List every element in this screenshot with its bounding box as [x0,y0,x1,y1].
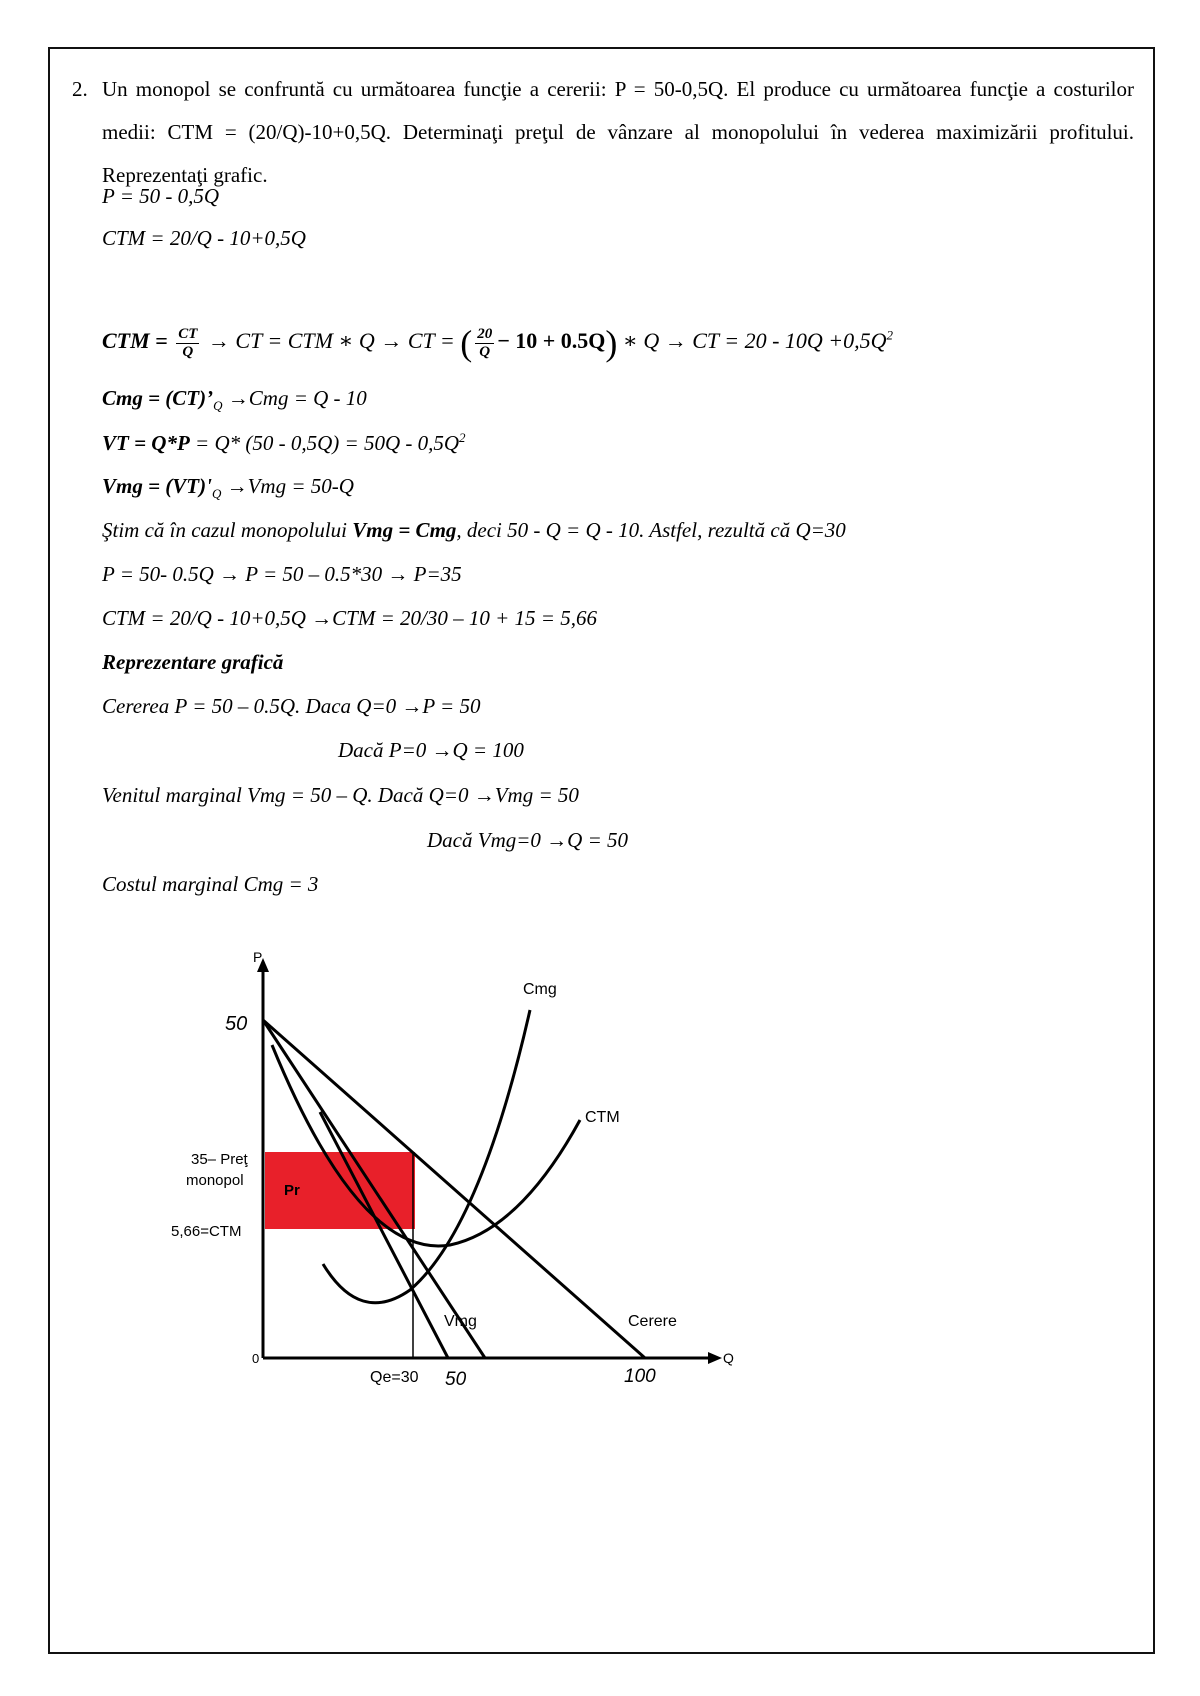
x-axis-arrow [708,1352,722,1364]
profit-label: Pr [284,1182,300,1199]
cmg-label: Cmg [523,981,557,998]
price-label-1: 35– Preţ [191,1151,248,1168]
cerere-label: Cerere [628,1313,677,1330]
x-axis-label: Q [723,1350,734,1366]
ct-inner-fraction: $\frac{20}{Q}$ [477,325,493,360]
vmg-label: Vmg [444,1313,477,1330]
x50-label: 50 [445,1369,467,1390]
problem-statement [72,68,1134,197]
origin-label: 0 [252,1351,260,1366]
ct-arrow-text: → CT = CTM ∗ Q → CT = [207,328,455,354]
price-label-2: monopol [186,1172,244,1189]
ctm-value-label: 5,66=CTM [171,1223,242,1240]
ct-inner-rest: − 10 + 0.5Q [497,328,606,354]
y50-label: 50 [225,1013,248,1035]
y-axis-label: P [253,949,263,965]
ctm-calc-line: CTM = 20/Q - 10+0,5Q →CTM = 20/30 – 10 + 15 = 5,66 [102,606,597,630]
ctm-label: CTM [585,1109,620,1126]
vmg-curve-inner [320,1112,448,1358]
stim-line: Ştim că în cazul monopolului Vmg = Cmg, deci 50 - Q = Q - 10. Astfel, rezultă că Q=30 [102,518,846,542]
x100-label: 100 [624,1366,656,1387]
monopoly-graph [150,935,750,1395]
given-demand: P = 50 - 0,5Q [102,184,220,208]
cost-line: Costul marginal Cmg = 3 [102,872,319,896]
price-line: P = 50- 0.5Q → P = 50 – 0.5*30 → P=35 [102,562,462,586]
cerere-line-2: Dacă P=0 →Q = 100 [338,738,524,762]
venit-line-1: Venitul marginal Vmg = 50 – Q. Dacă Q=0 →Vmg = 50 [102,783,579,807]
ct-derivation: CTM = $\frac{CT}{Q}$ → CT = CTM ∗ Q → CT = ( $\frac{20}{Q}$ − 10 + 0.5Q) ∗ Q → CT = $20 - 10Q +0,5Q^2$ [102,323,894,363]
cmg-line: Cmg = $(CT)’_Q \to Cmg = Q - 10$ [102,386,367,414]
problem-text: Un monopol se confruntă cu următoarea funcţie a cererii: P = 50-0,5Q. El produce cu următoarea funcţie a costurilor medii: CTM = (20/Q)-10+0,5Q. Determinaţi preţul de vânzare al monopolului în vederea maximizării profitului. Reprezentaţi grafic. [102,77,1134,187]
repr-title: Reprezentare grafică [102,650,284,674]
vmg-line: Vmg = $(VT)'_Q \to Vmg = 50-Q$ [102,474,354,502]
problem-number: 2. [72,77,88,101]
cerere-line-1: Cererea P = 50 – 0.5Q. Daca Q=0 →P = 50 [102,694,481,718]
venit-line-2: Dacă Vmg=0 →Q = 50 [427,828,628,852]
ct-ctm-label: CTM = [102,328,168,354]
ct-fraction: $\frac{CT}{Q}$ [178,325,198,360]
given-ctm: CTM = 20/Q - 10+0,5Q [102,226,306,250]
vt-line: VT = Q*P = Q* $(50 - 0,5Q) = 50Q - 0,5Q^2$ [102,430,466,455]
ct-result: ∗ Q → CT = 20 - 10Q +0,5Q [622,328,887,354]
qe-label: Qe=30 [370,1369,419,1386]
